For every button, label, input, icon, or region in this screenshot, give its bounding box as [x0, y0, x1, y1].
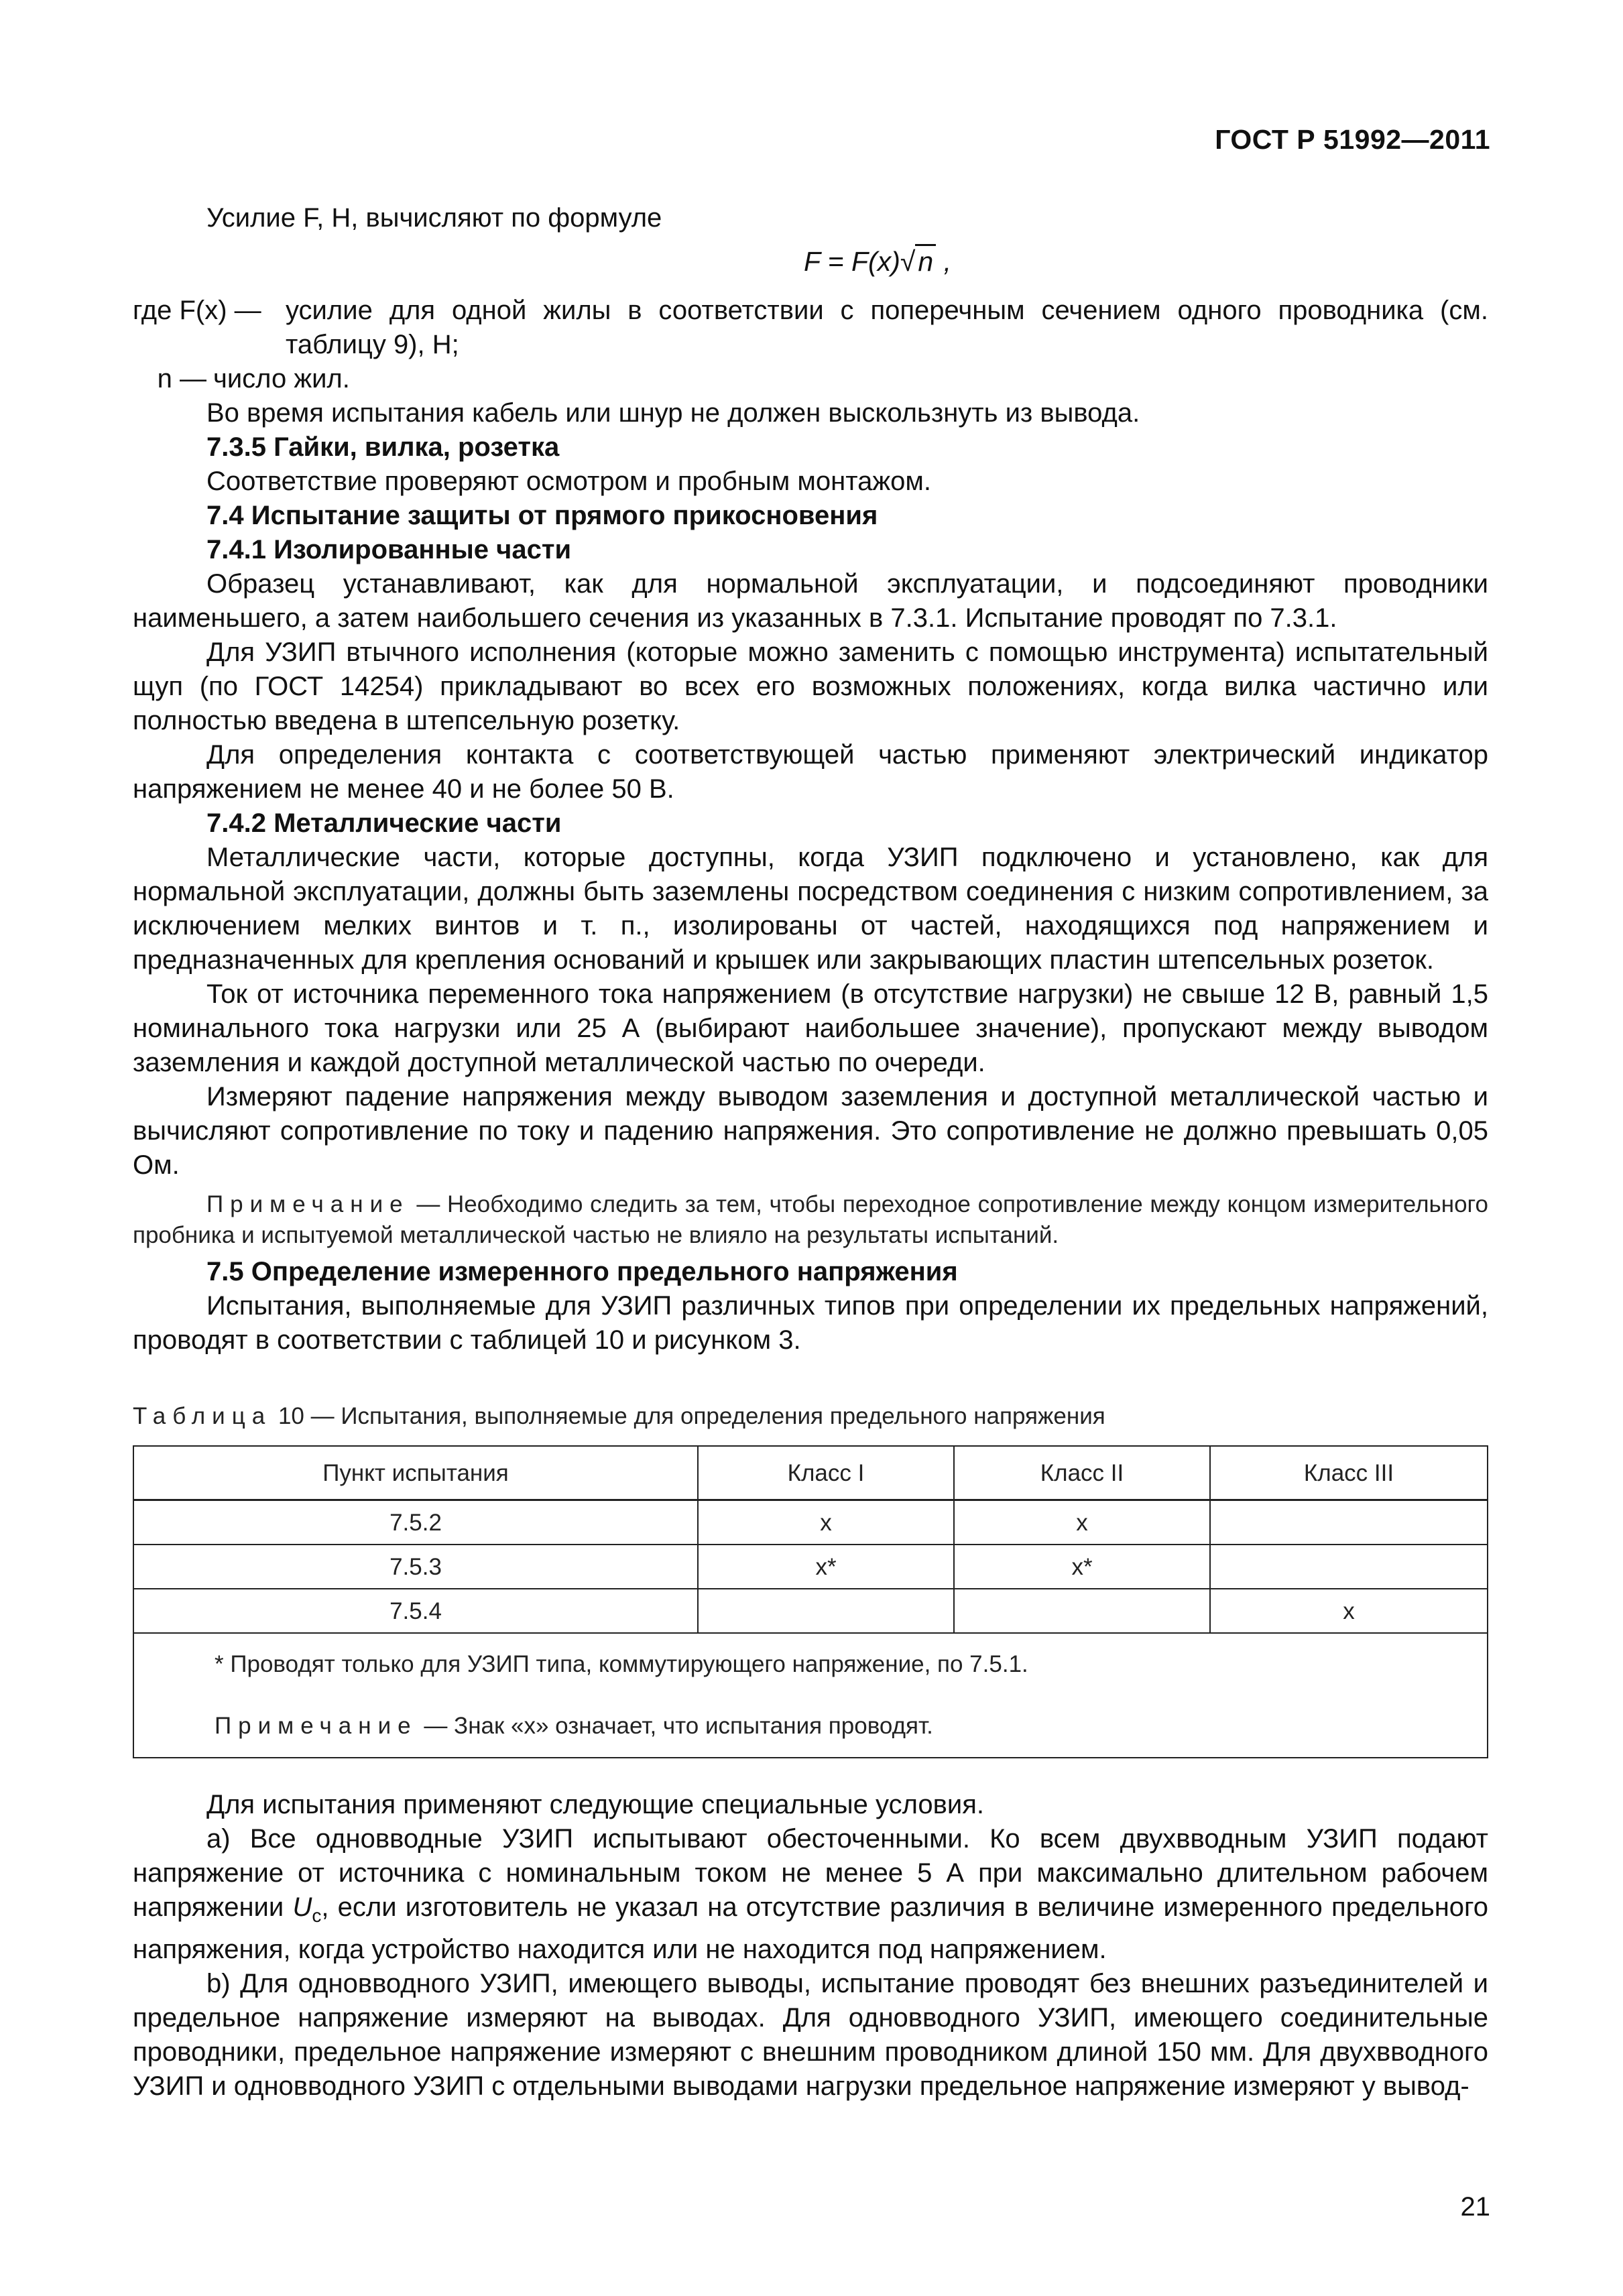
- table-cell: [954, 1589, 1210, 1633]
- table-header-cell: Класс I: [698, 1446, 954, 1500]
- note: [133, 1189, 1488, 1251]
- table-header-row: [133, 1446, 1488, 1500]
- definition-row: [133, 294, 1488, 362]
- paragraph: Для определения контакта с соответствующей частью применяют электрический индикатор напряжением не менее 40 и не более 50 В.: [133, 740, 1488, 804]
- test-table: [133, 1445, 1488, 1758]
- formula-intro: Усилие F, Н, вычисляют по формуле: [206, 203, 662, 233]
- paragraph-a-part1: а) Все одновводные УЗИП испытывают обесточенными. Ко всем двухвводным УЗИП подают напряжение от источника с номинальным током не менее 5 А при максимально длительном рабочем напряжении: [133, 1824, 1488, 1922]
- formula-radicand: n: [915, 244, 936, 277]
- paragraph: Во время испытания кабель или шнур не должен выскользнуть из вывода.: [206, 398, 1140, 428]
- section-heading: 7.4.2 Металлические части: [206, 808, 562, 838]
- section-heading: 7.5 Определение измеренного предельного напряжения: [206, 1257, 958, 1286]
- page-number: 21: [1460, 2192, 1490, 2222]
- formula-tail: ,: [936, 246, 951, 277]
- formula: [267, 245, 1488, 279]
- paragraph: b) Для одновводного УЗИП, имеющего выводы, испытание проводят без внешних разъединителей и предельное напряжение измеряют на выводах. Для одновводного УЗИП, имеющего соединительные проводники, предельное напряжение измеряют с внешним проводником длиной 150 мм. Для двухвводного УЗИП и одновводного УЗИП с отдельными выводами нагрузки предельное напряжение измеряют у вывод-: [133, 1969, 1488, 2101]
- table-caption-label: Таблица: [133, 1403, 272, 1429]
- paragraph-a: [133, 1822, 1488, 1967]
- paragraph: Измеряют падение напряжения между выводом заземления и доступной металлической частью и вычисляют сопротивление по току и падению напряжения. Это сопротивление не должно превышать 0,05 Ом.: [133, 1082, 1488, 1180]
- table-cell: [1210, 1545, 1488, 1589]
- section-heading: 7.4 Испытание защиты от прямого прикосновения: [206, 501, 878, 530]
- table-footer-row: [133, 1633, 1488, 1758]
- paragraph-a-part2: , если изготовитель не указал на отсутствие различия в величине измеренного предельного напряжения, когда устройство находится или не находится под напряжением.: [133, 1892, 1488, 1964]
- table-header-cell: Пункт испытания: [133, 1446, 698, 1500]
- sqrt-icon: √: [900, 246, 916, 277]
- section-heading: 7.3.5 Гайки, вилка, розетка: [206, 432, 560, 462]
- table-header-cell: Класс II: [954, 1446, 1210, 1500]
- note-label: Примечание: [206, 1191, 410, 1217]
- note-text: — Необходимо следить за тем, чтобы переходное сопротивление между концом измерительного пробника и испытуемой металлической частью не влияло на результаты испытаний.: [133, 1191, 1488, 1248]
- paragraph: Для испытания применяют следующие специальные условия.: [206, 1790, 984, 1819]
- definition-row: [133, 362, 1488, 396]
- table-cell: 7.5.3: [133, 1545, 698, 1589]
- table-note: [215, 1695, 1487, 1757]
- table-note-label: Примечание: [215, 1713, 418, 1739]
- table-row: [133, 1500, 1488, 1545]
- voltage-subscript: c: [312, 1905, 322, 1926]
- section-heading: 7.4.1 Изолированные части: [206, 535, 572, 564]
- definition-desc: усилие для одной жилы в соответствии с поперечным сечением одного проводника (см. таблицу 9), Н;: [286, 296, 1488, 359]
- paragraph: Для УЗИП втычного исполнения (которые можно заменить с помощью инструмента) испытательный щуп (по ГОСТ 14254) прикладывают во всех его возможных положениях, когда вилка частично или полностью введена в штепсельную розетку.: [133, 638, 1488, 735]
- table-footnote: * Проводят только для УЗИП типа, коммутирующего напряжение, по 7.5.1.: [215, 1651, 1028, 1677]
- paragraph: Образец устанавливают, как для нормальной эксплуатации, и подсоединяют проводники наименьшего, а затем наибольшего сечения из указанных в 7.3.1. Испытание проводят по 7.3.1.: [133, 569, 1488, 633]
- table-cell: [698, 1589, 954, 1633]
- paragraph: Соответствие проверяют осмотром и пробным монтажом.: [206, 467, 931, 496]
- table-cell: x*: [698, 1545, 954, 1589]
- table-cell: [1210, 1500, 1488, 1545]
- table-note-text: — Знак «х» означает, что испытания проводят.: [424, 1713, 933, 1739]
- table-footer: [133, 1633, 1488, 1758]
- table-cell: x: [954, 1500, 1210, 1545]
- definition-desc: число жил.: [213, 364, 350, 394]
- table-header-cell: Класс III: [1210, 1446, 1488, 1500]
- table-cell: x: [1210, 1589, 1488, 1633]
- formula-lhs: F = F(x): [803, 246, 900, 277]
- table-row: [133, 1545, 1488, 1589]
- definition-term: n —: [157, 364, 206, 394]
- definition-term: где F(x) —: [133, 296, 261, 325]
- document-header: ГОСТ Р 51992—2011: [1215, 124, 1490, 155]
- table-cell: 7.5.4: [133, 1589, 698, 1633]
- paragraph: Ток от источника переменного тока напряжением (в отсутствие нагрузки) не свыше 12 В, равный 1,5 номинального тока нагрузки или 25 А (выбирают наибольшее значение), пропускают между выводом заземления и каждой доступной металлической частью по очереди.: [133, 979, 1488, 1077]
- definition-list: [133, 294, 1488, 396]
- paragraph: Металлические части, которые доступны, когда УЗИП подключено и установлено, как для нормальной эксплуатации, должны быть заземлены посредством соединения с низким сопротивлением, за исключением мелких винтов и т. п., изолированы от частей, находящихся под напряжением и предназначенных для крепления оснований и крышек или закрывающих пластин штепсельных розеток.: [133, 843, 1488, 975]
- table-cell: x*: [954, 1545, 1210, 1589]
- voltage-symbol: U: [292, 1892, 312, 1922]
- page-content: [133, 201, 1488, 2104]
- table-cell: x: [698, 1500, 954, 1545]
- table-caption: [133, 1399, 1488, 1433]
- paragraph: Испытания, выполняемые для УЗИП различных типов при определении их предельных напряжений, проводят в соответствии с таблицей 10 и рисунком 3.: [133, 1291, 1488, 1355]
- table-row: [133, 1589, 1488, 1633]
- table-cell: 7.5.2: [133, 1500, 698, 1545]
- table-caption-text: 10 — Испытания, выполняемые для определения предельного напряжения: [272, 1403, 1105, 1429]
